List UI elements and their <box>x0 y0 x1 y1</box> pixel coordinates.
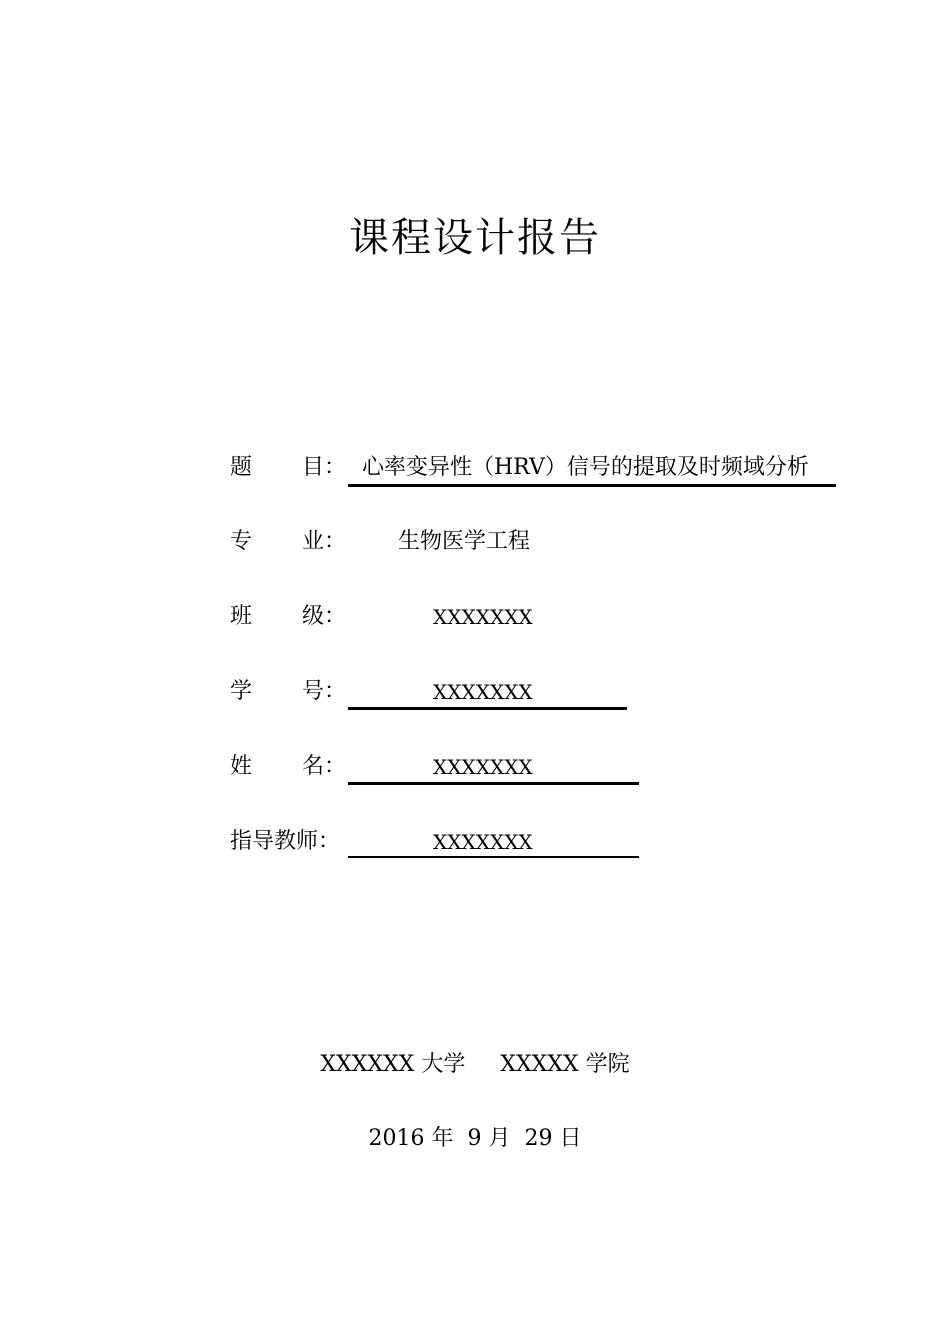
major-label-first: 专 <box>230 529 253 554</box>
name-underline <box>348 782 639 785</box>
report-title: 课程设计报告 <box>349 215 601 261</box>
topic-label <box>230 453 346 483</box>
name-value: XXXXXXX <box>433 755 533 779</box>
student-id-label-first: 学 <box>230 679 253 704</box>
student-id-value: XXXXXXX <box>433 680 533 704</box>
major-label-second: 业： <box>302 529 347 554</box>
topic-value: 心率变异性（HRV）信号的提取及时频域分析 <box>362 455 809 480</box>
advisor-value: XXXXXXX <box>433 830 533 854</box>
name-label-first: 姓 <box>230 754 253 779</box>
major-value: 生物医学工程 <box>398 529 531 554</box>
topic-label-first: 题 <box>230 455 253 480</box>
class-label-second: 级： <box>302 604 347 629</box>
class-label <box>230 602 346 632</box>
report-date: 2016 年 9 月 29 日 <box>368 1126 582 1151</box>
student-id-label-second: 号： <box>302 679 347 704</box>
topic-underline <box>348 484 836 487</box>
student-id-underline <box>348 707 627 710</box>
advisor-underline <box>348 856 639 858</box>
institution-line: XXXXXX 大学 XXXXX 学院 <box>320 1052 630 1077</box>
major-label <box>230 527 346 557</box>
name-label-second: 名： <box>302 754 347 779</box>
name-label <box>230 752 346 782</box>
class-label-first: 班 <box>230 604 253 629</box>
advisor-label: 指导教师： <box>230 829 341 854</box>
student-id-label <box>230 677 346 707</box>
class-value: XXXXXXX <box>433 605 533 629</box>
topic-label-second: 目： <box>302 455 347 480</box>
